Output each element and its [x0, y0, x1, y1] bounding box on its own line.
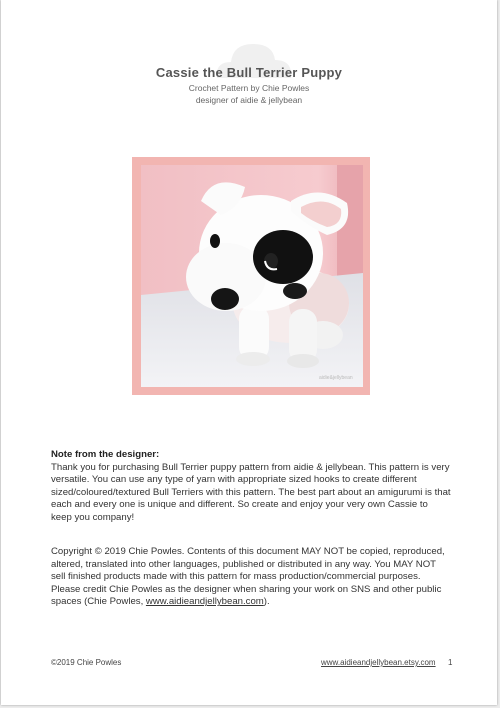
svg-text:aidie&jellybean: aidie&jellybean	[319, 375, 353, 381]
website-link[interactable]: www.aidieandjellybean.com	[145, 596, 264, 608]
designer-note	[51, 449, 451, 525]
puppy-photo	[141, 165, 363, 387]
page-number: 1	[448, 658, 453, 667]
footer-copyright: ©2019 Chie Powles	[51, 658, 122, 667]
designer-line: designer of aidie & jellybean	[195, 95, 303, 105]
page-title: Cassie the Bull Terrier Puppy	[155, 65, 343, 80]
note-heading: Note from the designer:	[51, 449, 160, 460]
copyright-notice	[51, 546, 451, 609]
copyright-text: Copyright © 2019 Chie Powles. Contents of this document MAY NOT be copied, reproduced, altered, translated into other languages, published or distributed in any way. You MAY NOT sell finished products made with this pattern for mass production/commercial purposes. Please credit Chie Powles as the designer when sharing your work on SNS and other public spaces (Chie Powles,	[51, 546, 445, 608]
byline: Crochet Pattern by Chie Powles	[188, 83, 310, 93]
etsy-link[interactable]: www.aidieandjellybean.etsy.com	[321, 658, 436, 667]
copyright-closing: ).	[263, 596, 270, 608]
document-page	[1, 0, 497, 705]
note-body: Thank you for purchasing Bull Terrier puppy pattern from aidie & jellybean. This pattern is very versatile. You can use any type of yarn with appropriate sized hooks to create different sized/coloured/textured Bull Terriers with this pattern. The best part about an amigurumi is that each and every one is unique and different. So create and enjoy your very own Cassie to keep you company!	[51, 461, 451, 523]
